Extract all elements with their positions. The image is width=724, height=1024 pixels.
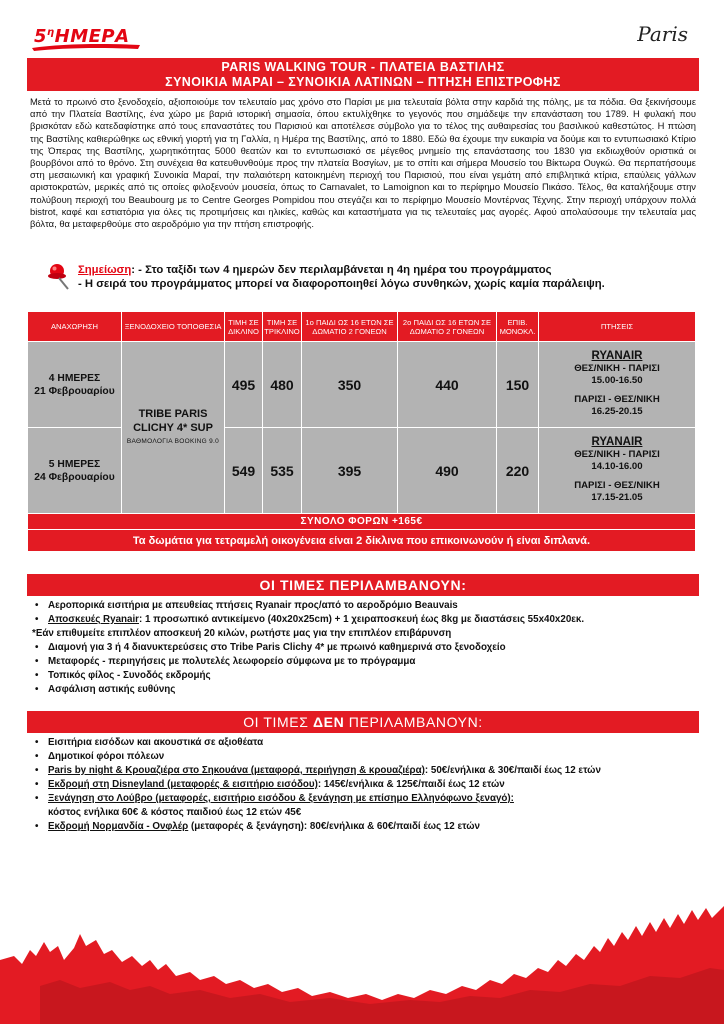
title-line-2: ΣΥΝΟΙΚΙΑ ΜΑΡΑΙ – ΣΥΝΟΙΚΙΑ ΛΑΤΙΝΩΝ – ΠΤΗΣΗ ΕΠΙΣΤΡΟΦΗΣ [165,75,561,89]
list-item: • Ασφάλιση αστικής ευθύνης [32,683,692,697]
header-hotel: ΞΕΝΟΔΟΧΕΙΟ ΤΟΠΟΘΕΣΙΑ [122,312,225,342]
list-item: • Αεροπορικά εισιτήρια με απευθείας πτήσεις Ryanair προς/από το αεροδρόμιο Beauvais [32,599,692,613]
family-note: Τα δωμάτια για τετραμελή οικογένεια είναι 2 δίκλινα που επικοινωνούν ή είναι διπλανά. [28,530,696,552]
page-title [27,58,699,91]
note-line-2: - Η σειρά του προγράμματος μπορεί να διαφοροποιηθεί λόγω συνθηκών, χωρίς καμία παράλειψη. [78,278,605,290]
list-item: • Αποσκευές Ryanair: 1 προσωπικό αντικείμενο (40x20x25cm) + 1 χειραποσκευή έως 8kg με διαστάσεις 55x40x20εκ. [32,613,692,627]
taxes-row [28,514,696,530]
list-item: • Εκδρομή στη Disneyland (μεταφορές & εισιτήριο εισόδου): 145€/ενήλικα & 125€/παιδί έως 12 ετών [32,778,692,792]
price-table [27,311,696,552]
list-item: • Δημοτικοί φόροι πόλεων [32,750,692,764]
price-triple: 480 [263,342,302,428]
pushpin-icon [44,261,74,291]
price-child2: 490 [398,428,497,514]
included-heading: ΟΙ ΤΙΜΕΣ ΠΕΡΙΛΑΜΒΑΝΟΥΝ: [27,574,699,596]
header-child2: 2o ΠΑΙΔΙ ΩΣ 16 ΕΤΩΝ ΣΕ ΔΩΜΑΤΙΟ 2 ΓΟΝΕΩΝ [398,312,497,342]
header-departure: ΑΝΑΧΩΡΗΣΗ [28,312,122,342]
list-item: • Ξενάγηση στο Λούβρο (μεταφορές, εισιτήριο εισόδου & ξενάγηση με επίσημο Ελληνόφωνο ξεναγό): [32,792,692,806]
flights-cell: RYANAIR ΘΕΣ/ΝΙΚΗ - ΠΑΡΙΣΙ 15.00-16.50 ΠΑΡΙΣΙ - ΘΕΣ/ΝΙΚΗ 16.25-20.15 [539,342,696,428]
flights-cell: RYANAIR ΘΕΣ/ΝΙΚΗ - ΠΑΡΙΣΙ 14.10-16.00 ΠΑΡΙΣΙ - ΘΕΣ/ΝΙΚΗ 17.15-21.05 [539,428,696,514]
note-label: Σημείωση [78,264,132,276]
price-single: 150 [497,342,539,428]
header-triple: ΤΙΜΗ ΣΕ ΤΡΙΚΛΙΝΟ [263,312,302,342]
family-note-row [28,530,696,552]
price-child1: 395 [302,428,398,514]
list-item: • Μεταφορές - περιηγήσεις με πολυτελές λεωφορείο σύμφωνα με το πρόγραμμα [32,655,692,669]
table-row [28,342,696,428]
price-double: 495 [225,342,263,428]
list-item: • Εκδρομή Νορμανδία - Ονφλέρ (μεταφορές & ξενάγηση): 80€/ενήλικα & 60€/παιδί έως 12 ετών [32,820,692,834]
header-single: ΕΠΙΒ. ΜΟΝΟΚΛ. [497,312,539,342]
taxes-total: ΣΥΝΟΛΟ ΦΟΡΩΝ +165€ [28,514,696,530]
list-item-continuation: κόστος ενήλικα 60€ & κόστος παιδιού έως 12 ετών 45€ [48,807,302,818]
price-double: 549 [225,428,263,514]
title-line-1: PARIS WALKING TOUR - ΠΛΑΤΕΙΑ ΒΑΣΤΙΛΗΣ [221,60,505,74]
airline-name: RYANAIR [591,350,643,363]
header-flights: ΠΤΗΣΕΙΣ [539,312,696,342]
departure-cell: 5 ΗΜΕΡΕΣ 24 Φεβρουαρίου [28,428,122,514]
hotel-cell: TRIBE PARIS CLICHY 4* SUP ΒΑΘΜΟΛΟΓΙΑ BOOKING 9.0 [122,342,225,514]
list-item: • Paris by night & Κρουαζιέρα στο Σηκουάνα (μεταφορά, περιήγηση & κρουαζιέρα): 50€/ενήλικα & 30€/παιδί έως 12 ετών [32,764,692,778]
included-list [32,599,692,697]
airline-name: RYANAIR [591,436,643,449]
list-item: • Εισιτήρια εισόδων και ακουστικά σε αξιοθέατα [32,736,692,750]
price-child1: 350 [302,342,398,428]
excluded-heading: ΟΙ ΤΙΜΕΣ ΔΕΝ ΠΕΡΙΛΑΜΒΑΝΟΥΝ: [27,711,699,733]
note-line-1: Σημείωση: - Στο ταξίδι των 4 ημερών δεν περιλαμβάνεται η 4η ημέρα του προγράμματος [78,264,552,276]
departure-cell: 4 ΗΜΕΡΕΣ 21 Φεβρουαρίου [28,342,122,428]
list-item: • Διαμονή για 3 ή 4 διανυκτερεύσεις στο Tribe Paris Clichy 4* με πρωινό καθημερινά στο ξενοδοχείο [32,641,692,655]
header-child1: 1o ΠΑΙΔΙ ΩΣ 16 ΕΤΩΝ ΣΕ ΔΩΜΑΤΙΟ 2 ΓΟΝΕΩΝ [302,312,398,342]
paris-skyline-decoration [0,890,724,1024]
table-header-row [28,312,696,342]
price-child2: 440 [398,342,497,428]
price-single: 220 [497,428,539,514]
day-label: $5^\eta HMEPA$ [34,26,130,47]
excluded-list [32,736,692,834]
list-item-note: *Εάν επιθυμείτε επιπλέον αποσκευή 20 κιλών, ρωτήστε μας για την επιπλέον επιβάρυνση [32,628,452,639]
city-logo: Paris [637,22,688,46]
price-triple: 535 [263,428,302,514]
itinerary-description: Μετά το πρωινό στο ξενοδοχείο, αξιοποιούμε τον τελευταίο μας χρόνο στο Παρίσι με μια τελευταία βόλτα στην καρδιά της πόλης, με τα πόδια. Θα ξεκινήσουμε από την Πλατεία Βαστίλης, ένα χώρο με βαριά ιστορική σημασία, όπου εκτυλίχθηκε το γεγονός που σημάδεψε την επανάσταση του 1789. Η φυλακή που βρισκόταν εδώ κατεδαφίστηκε από τους επαναστάτες του Παρισιού και αποτέλεσε σύμβολο για το τέλος της αυθαιρεσίας του βασιλικού καθεστώτος. Η πτώση της Βαστίλης καθιερώθηκε ως εθνική γιορτή για τη Γαλλία, η Ημέρα της Βαστίλης, από το 1880. Εδώ θα έχουμε την ευκαιρία να δούμε και το εντυπωσιακό Κτίριο της Όπερας της Βαστίλης, χωρητικότητας 5000 θεατών και το εντυπωσιακό σε μέγεθος μνημείο της επανάστασης του 1830 για εκδιωχθούν οριστικά οι βουρβόνοι από το θρόνο. Στη συνέχεια θα κατευθυνθούμε προς την πλατεία Βοσγίων, με το σπίτι και σήμερα Μουσείο του Βίκτωρα Ουγκώ. Θα περπατήσουμε στη μεσαιωνική και γραφική Συνοικία Μαραί, την παλαιότερη κατοικημένη περιοχή του Παρισιού, που είναι γεμάτη από επιβλητικά κτίρια, επαύλεις γάλλων αριστοκρατών, μερικές από τις οποίες φιλοξενούν μουσεία, όπως το Carnavalet, το Lamoignon και το περίφημο Μουσείο Πικάσο. Τέλος, θα καταλήξουμε στην πολύβουη περιοχή του Beaubourg με το Centre Georges Pompidou που στεγάζει και το περίφημο Μουσείο Μοντέρνας Τέχνης. Στην περιοχή υπάρχουν πολλά bistrot, καφέ και εστιατόρια για όλες τις προτιμήσεις και ηλικίες, καθώς και καταστήματα για τις τελευταίες μας αγορές. Αφού απολαύσουμε την τελευταία μας βόλτα, θα μεταφερθούμε στο αεροδρόμιο για την πτήση επιστροφής. [30,96,696,230]
hotel-rating: ΒΑΘΜΟΛΟΓΙΑ BOOKING 9.0 [126,437,220,445]
list-item: • Τοπικός φίλος - Συνοδός εκδρομής [32,669,692,683]
header-double: ΤΙΜΗ ΣΕ ΔΙΚΛΙΝΟ [225,312,263,342]
